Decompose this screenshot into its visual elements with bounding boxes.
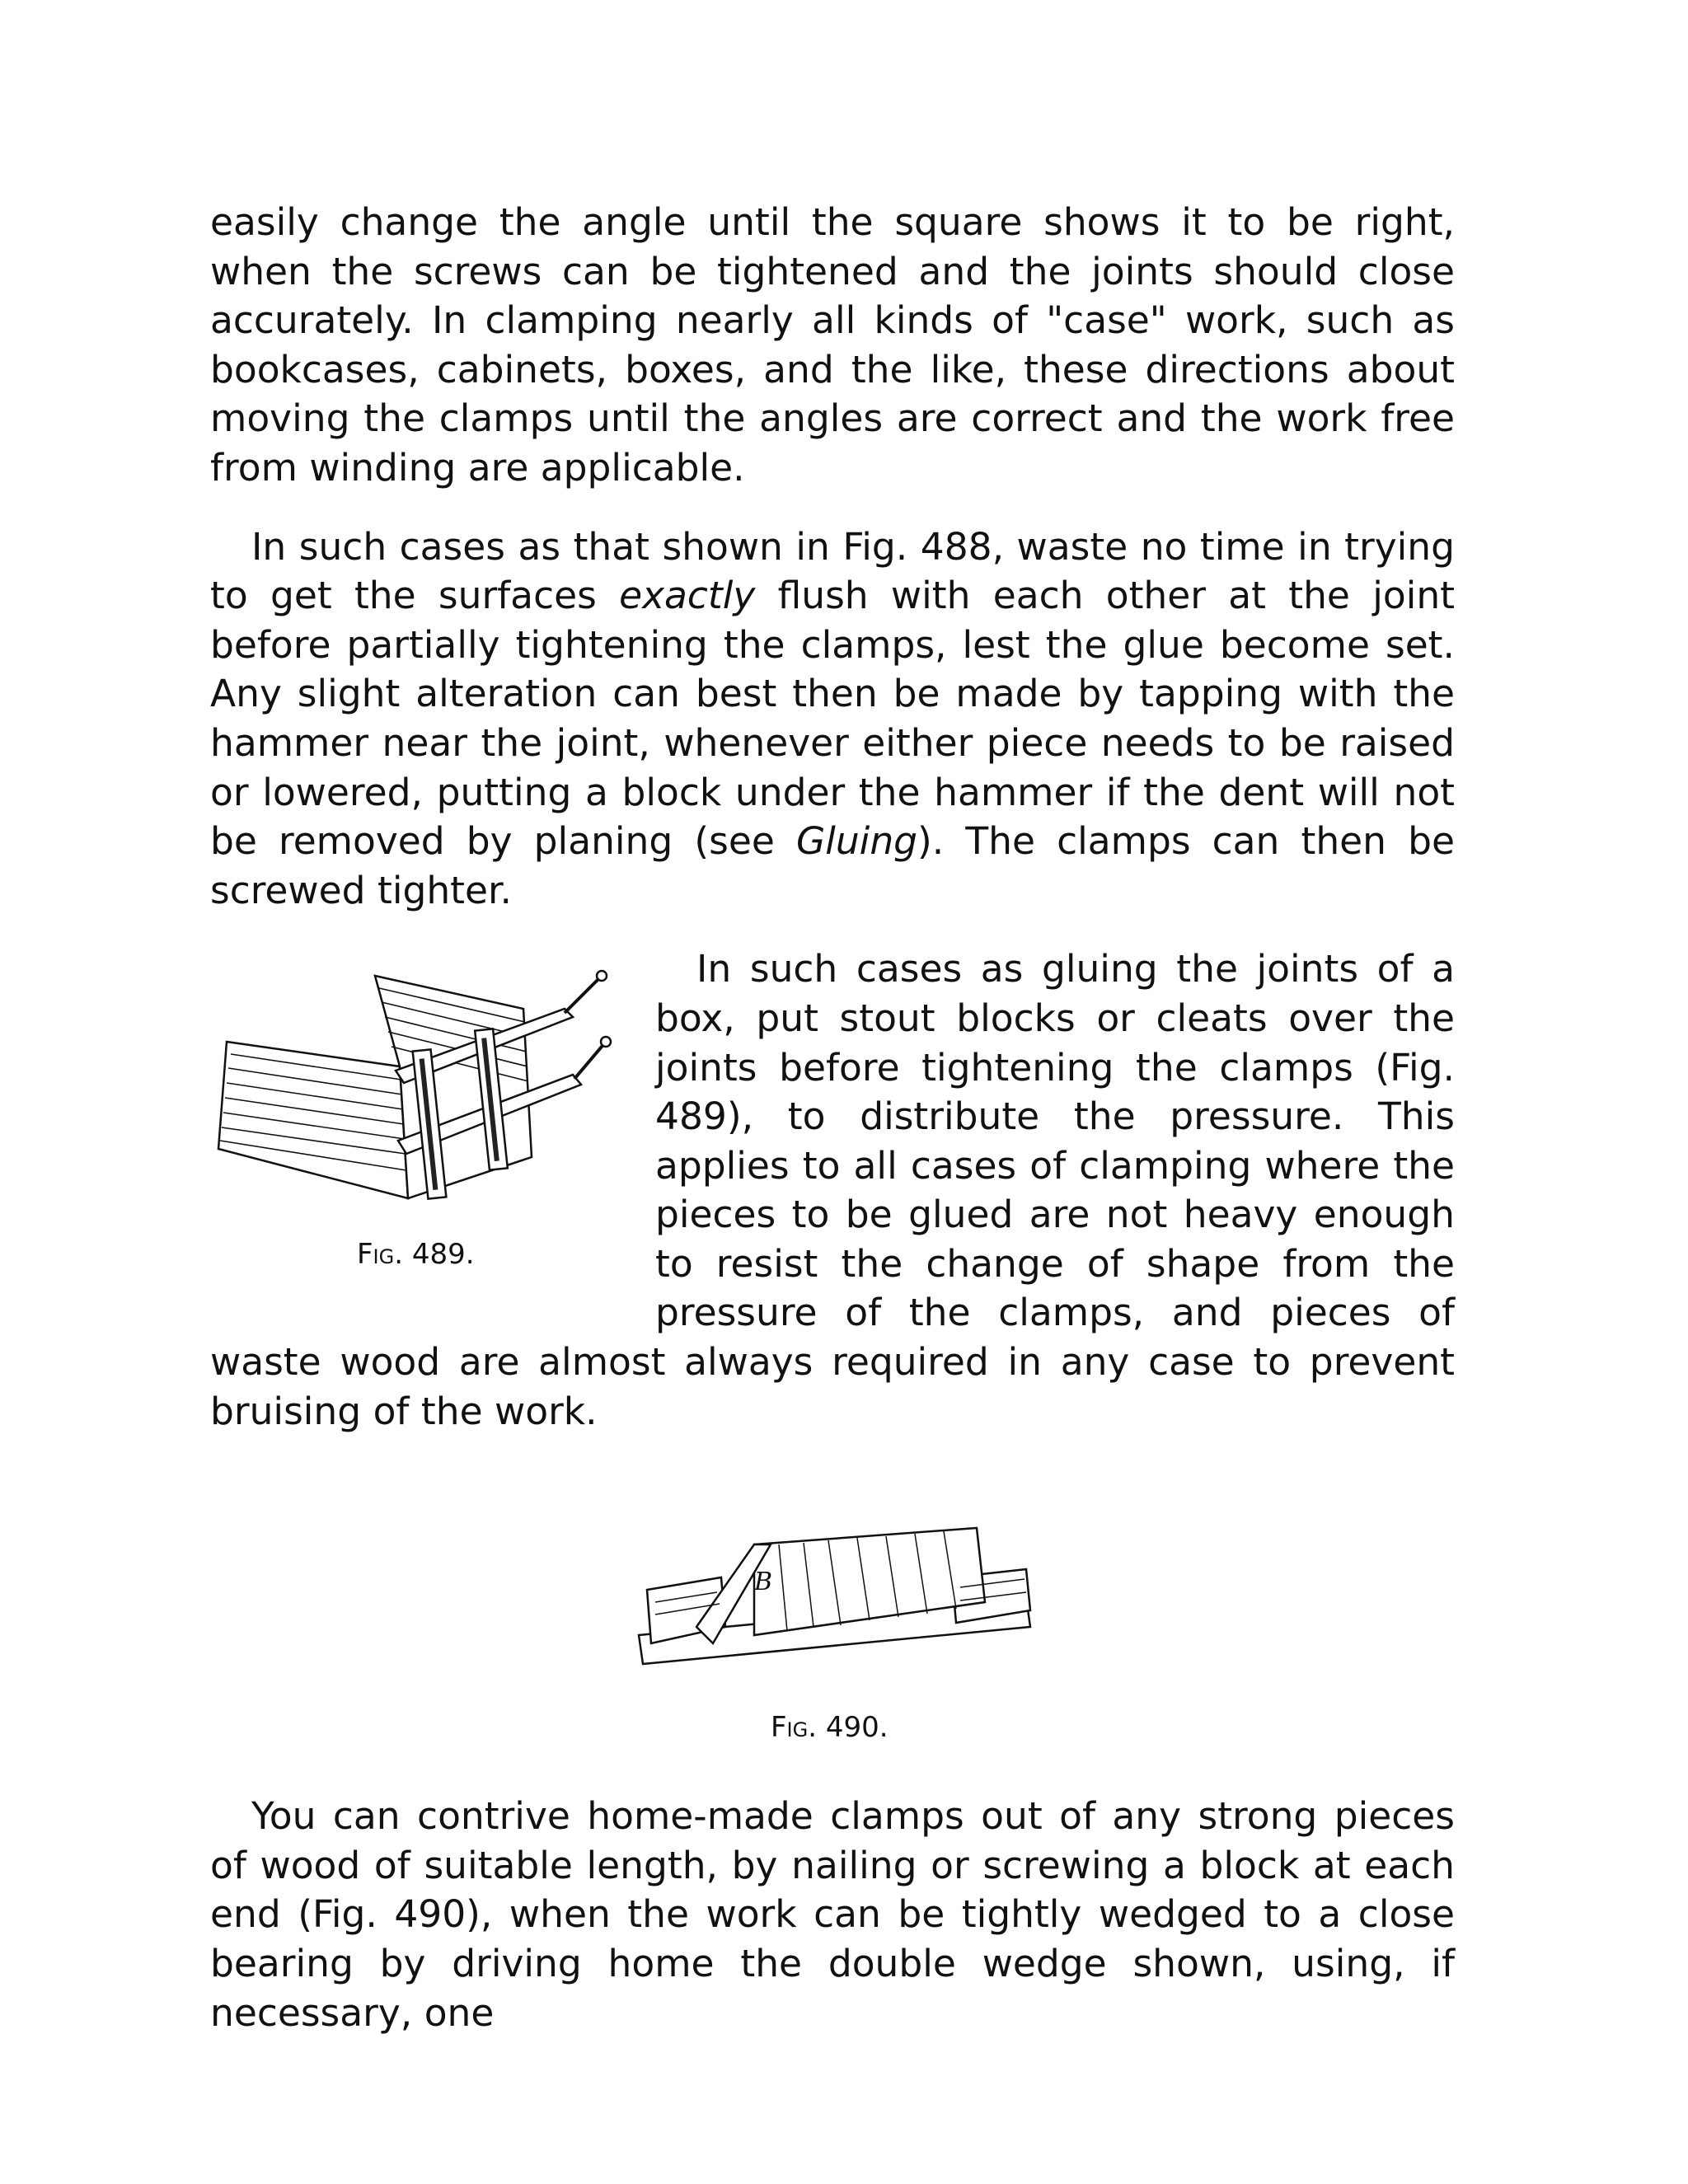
paragraph-2-text-a: In such cases as that shown in Fig. 488, waste no time in trying to get the surfaces	[210, 524, 1455, 618]
figure-490-illustration	[631, 1511, 1043, 1701]
page-content	[210, 198, 1455, 2037]
paragraph-4: You can contrive home-made clamps out of any strong pieces of wood of suitable length, by nailing or screwing a block at each end (Fig. 490), when the work can be tightly wedged to a close bearing by driving home the double wedge shown, using, if necessary, one	[210, 1794, 1455, 2035]
paragraph-2-text-c: ). The clamps can then be screwed tighter.	[210, 819, 1455, 912]
figure-490-caption	[771, 1711, 889, 1744]
paragraph-1: easily change the angle until the square shows it to be right, when the screws can be tightened and the joints should close accurately. In clamping nearly all kinds of "case" work, such as bookcases, cabinets, boxes, and the like, these directions about moving the clamps until the angles are correct and the work free from winding are applicable.	[210, 200, 1455, 490]
paragraph-2-text-b: flush with each other at the joint before partially tightening the clamps, lest the glue become set. Any slight alteration can best then be made by tapping with the hammer near the joint, whenever either piece needs to be raised or lowered, putting a block under the hammer if the dent will not be removed by planing (see	[210, 574, 1456, 864]
figure-489-illustration	[210, 951, 631, 1223]
figure-489-caption-label: Fig.	[357, 1238, 404, 1272]
figure-490-caption-label: Fig.	[771, 1711, 818, 1745]
paragraph-2-emphasis-exactly: exactly	[619, 574, 756, 618]
figure-490-caption-number: 490.	[817, 1711, 889, 1745]
figure-490	[210, 1511, 1455, 1759]
paragraph-2-emphasis-gluing: Gluing	[795, 819, 918, 864]
figure-489	[210, 951, 631, 1293]
paragraph-2	[210, 523, 1455, 916]
figure-490-label-b: B	[754, 1568, 773, 1597]
paragraph-3: In such cases as gluing the joints of a box, put stout blocks or cleats over the joints before tightening the clamps (Fig. 489), to distribute the pressure. This applies to all cases of clamping where the pieces to be glued are not heavy enough to resist the change of shape from the pressure of the clamps, and pieces of waste wood are almost always required in any case to prevent bruising of the work.	[210, 947, 1455, 1433]
figure-489-caption	[357, 1238, 475, 1271]
figure-489-caption-number: 489.	[403, 1238, 475, 1272]
